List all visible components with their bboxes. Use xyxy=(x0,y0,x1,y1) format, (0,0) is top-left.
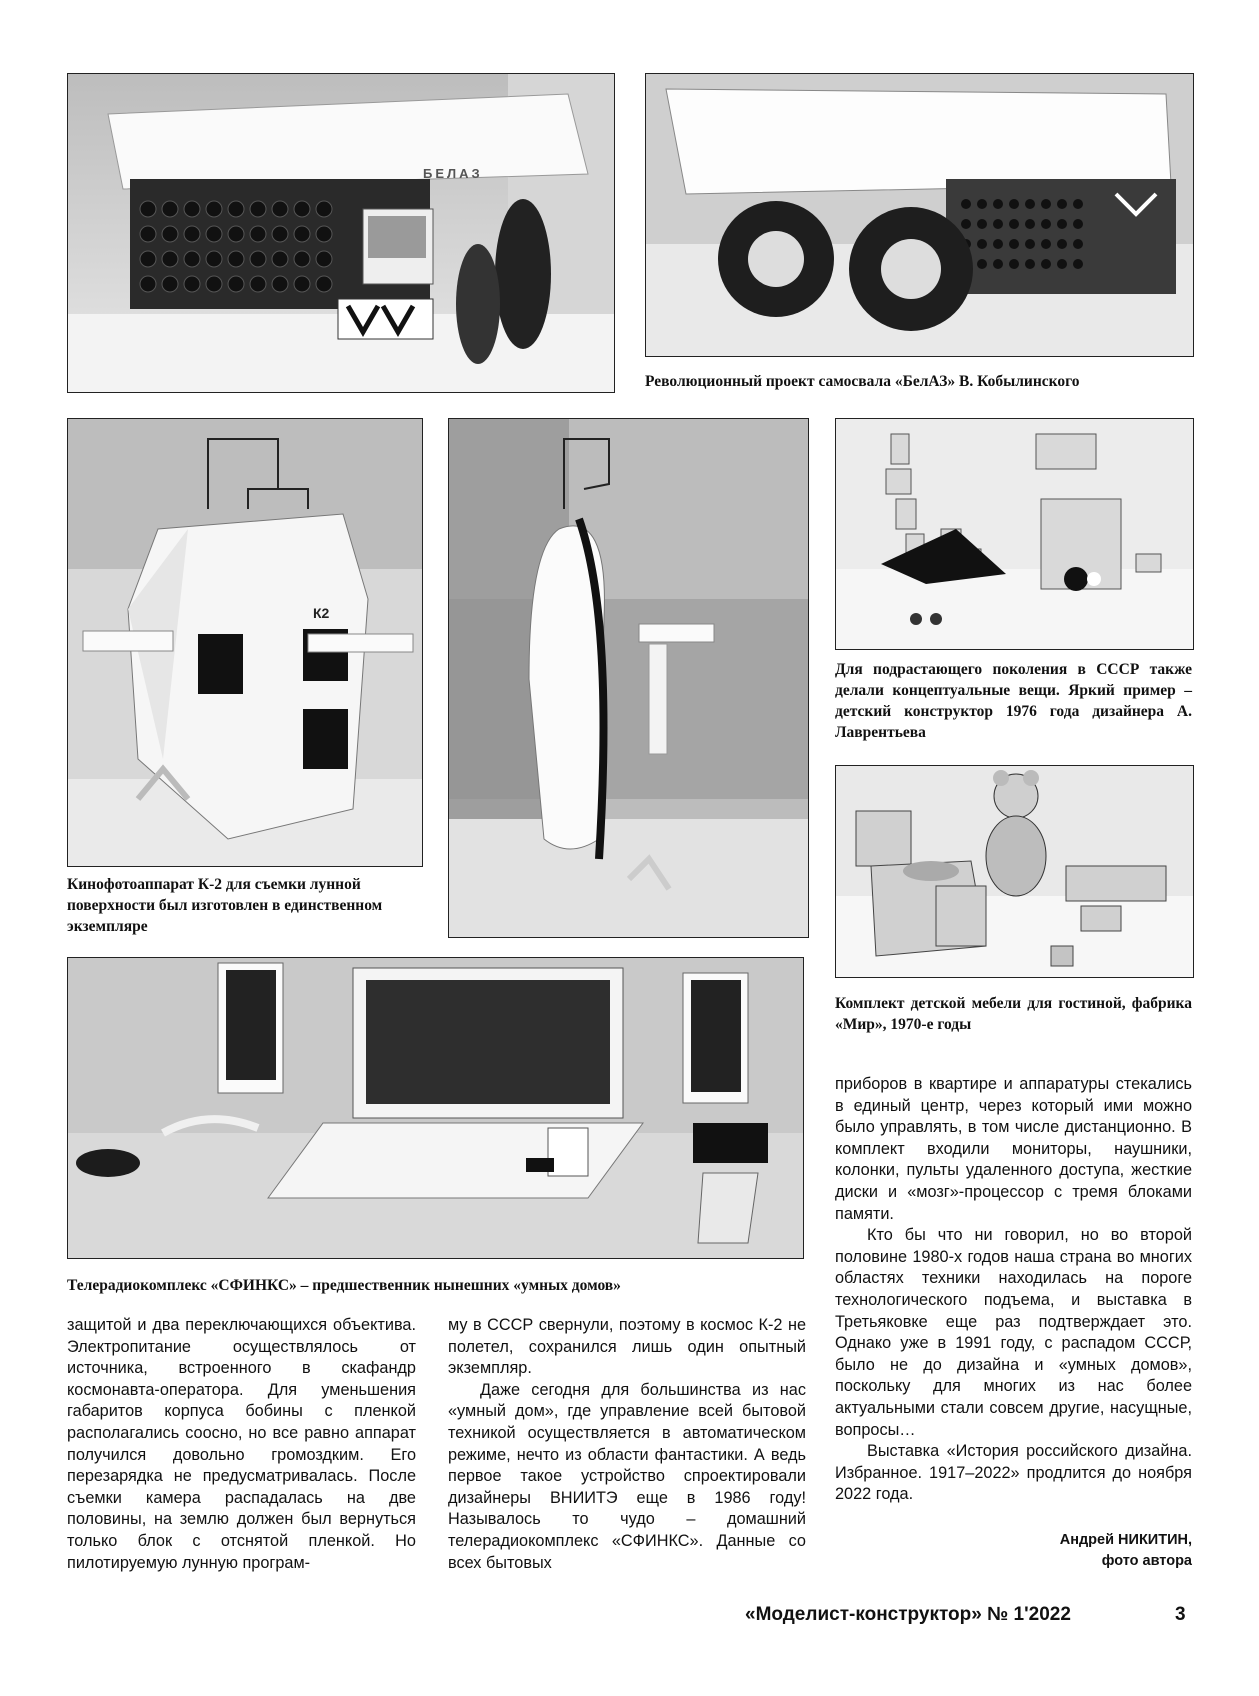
text-column-1 xyxy=(67,1315,416,1574)
paragraph: Выставка «История российского дизайна. Избранное. 1917–2022» продлится до ноября 2022 года. xyxy=(835,1442,1192,1504)
caption-belaz: Революционный проект самосвала «БелАЗ» В. Кобылинского xyxy=(645,373,1080,390)
photo-k2-camera xyxy=(67,418,423,867)
paragraph: защитой и два переключающихся объектива. Электропитание осуществлялось от источника, встроенного в скафандр космонавта-оператора. Для уменьшения габаритов корпуса бобины с пленкой располагались соосно, но все равно аппарат получился довольно громоздким. Его перезарядка не предусматривалась. После съемки камера распадалась на две половины, на землю должен был вернуться только блок с отснятой пленкой. Но пилотируемую лунную програм- xyxy=(67,1316,416,1572)
author-signature xyxy=(900,1530,1192,1572)
page-number: 3 xyxy=(1175,1604,1186,1625)
footer-magazine: «Моделист-конструктор» № 1'2022 xyxy=(745,1604,1071,1625)
photo-credit: фото автора xyxy=(1101,1553,1192,1569)
caption-constructor: Для подрастающего поколения в СССР также делали концептуальные вещи. Яркий пример – детский конструктор 1976 года дизайнера А. Лаврентьева xyxy=(835,661,1192,741)
paragraph: приборов в квартире и аппаратуры стекались в единый центр, через который ими можно было управлять, в том числе дистанционно. В комплект входили мониторы, наушники, колонки, пульты удаленного доступа, жесткие диски и «мозг»-процессор с тремя блоками памяти. xyxy=(835,1075,1192,1223)
caption-sphinx: Телерадиокомплекс «СФИНКС» – предшественник нынешних «умных домов» xyxy=(67,1277,621,1294)
paragraph: Кто бы что ни говорил, но во второй половине 1980-х годов наша страна во многих областях техники находилась на пороге технологического подъема, и выставка в Третьяковке еще раз подтверждает это. Однако уже в 1991 году, с распадом СССР, было не до дизайна и «умных домов», поскольку для многих из нас более актуальными стали совсем другие, насущные, вопросы… xyxy=(835,1226,1192,1439)
caption-furniture: Комплект детской мебели для гостиной, фабрика «Мир», 1970-е годы xyxy=(835,995,1192,1033)
photo-belaz-rear xyxy=(645,73,1194,357)
text-column-3 xyxy=(835,1074,1192,1506)
photo-constructor xyxy=(835,418,1194,650)
caption-k2: Кинофотоаппарат К-2 для съемки лунной поверхности был изготовлен в единственном экземпляре xyxy=(67,876,383,935)
k2-label-text: К2 xyxy=(313,605,330,621)
photo-k2-side xyxy=(448,418,809,938)
author-name: Андрей НИКИТИН, xyxy=(1059,1532,1192,1548)
paragraph: Даже сегодня для большинства из нас «умный дом», где управление всей бытовой техникой осуществляется в автоматическом режиме, нечто из области фантастики. А ведь первое такое устройство спроектировали дизайнеры ВНИИТЭ еще в 1986 году! Называлось то чудо – домашний телерадиокомплекс «СФИНКС». Данные со всех бытовых xyxy=(448,1380,806,1572)
photo-sphinx xyxy=(67,957,804,1259)
paragraph: му в СССР свернули, поэтому в космос К-2 не полетел, сохранился лишь один опытный экземпляр. xyxy=(448,1316,806,1378)
belaz-logo-text: БЕЛАЗ xyxy=(423,166,483,181)
text-column-2 xyxy=(448,1315,806,1574)
photo-belaz-front xyxy=(67,73,615,393)
photo-furniture xyxy=(835,765,1194,978)
